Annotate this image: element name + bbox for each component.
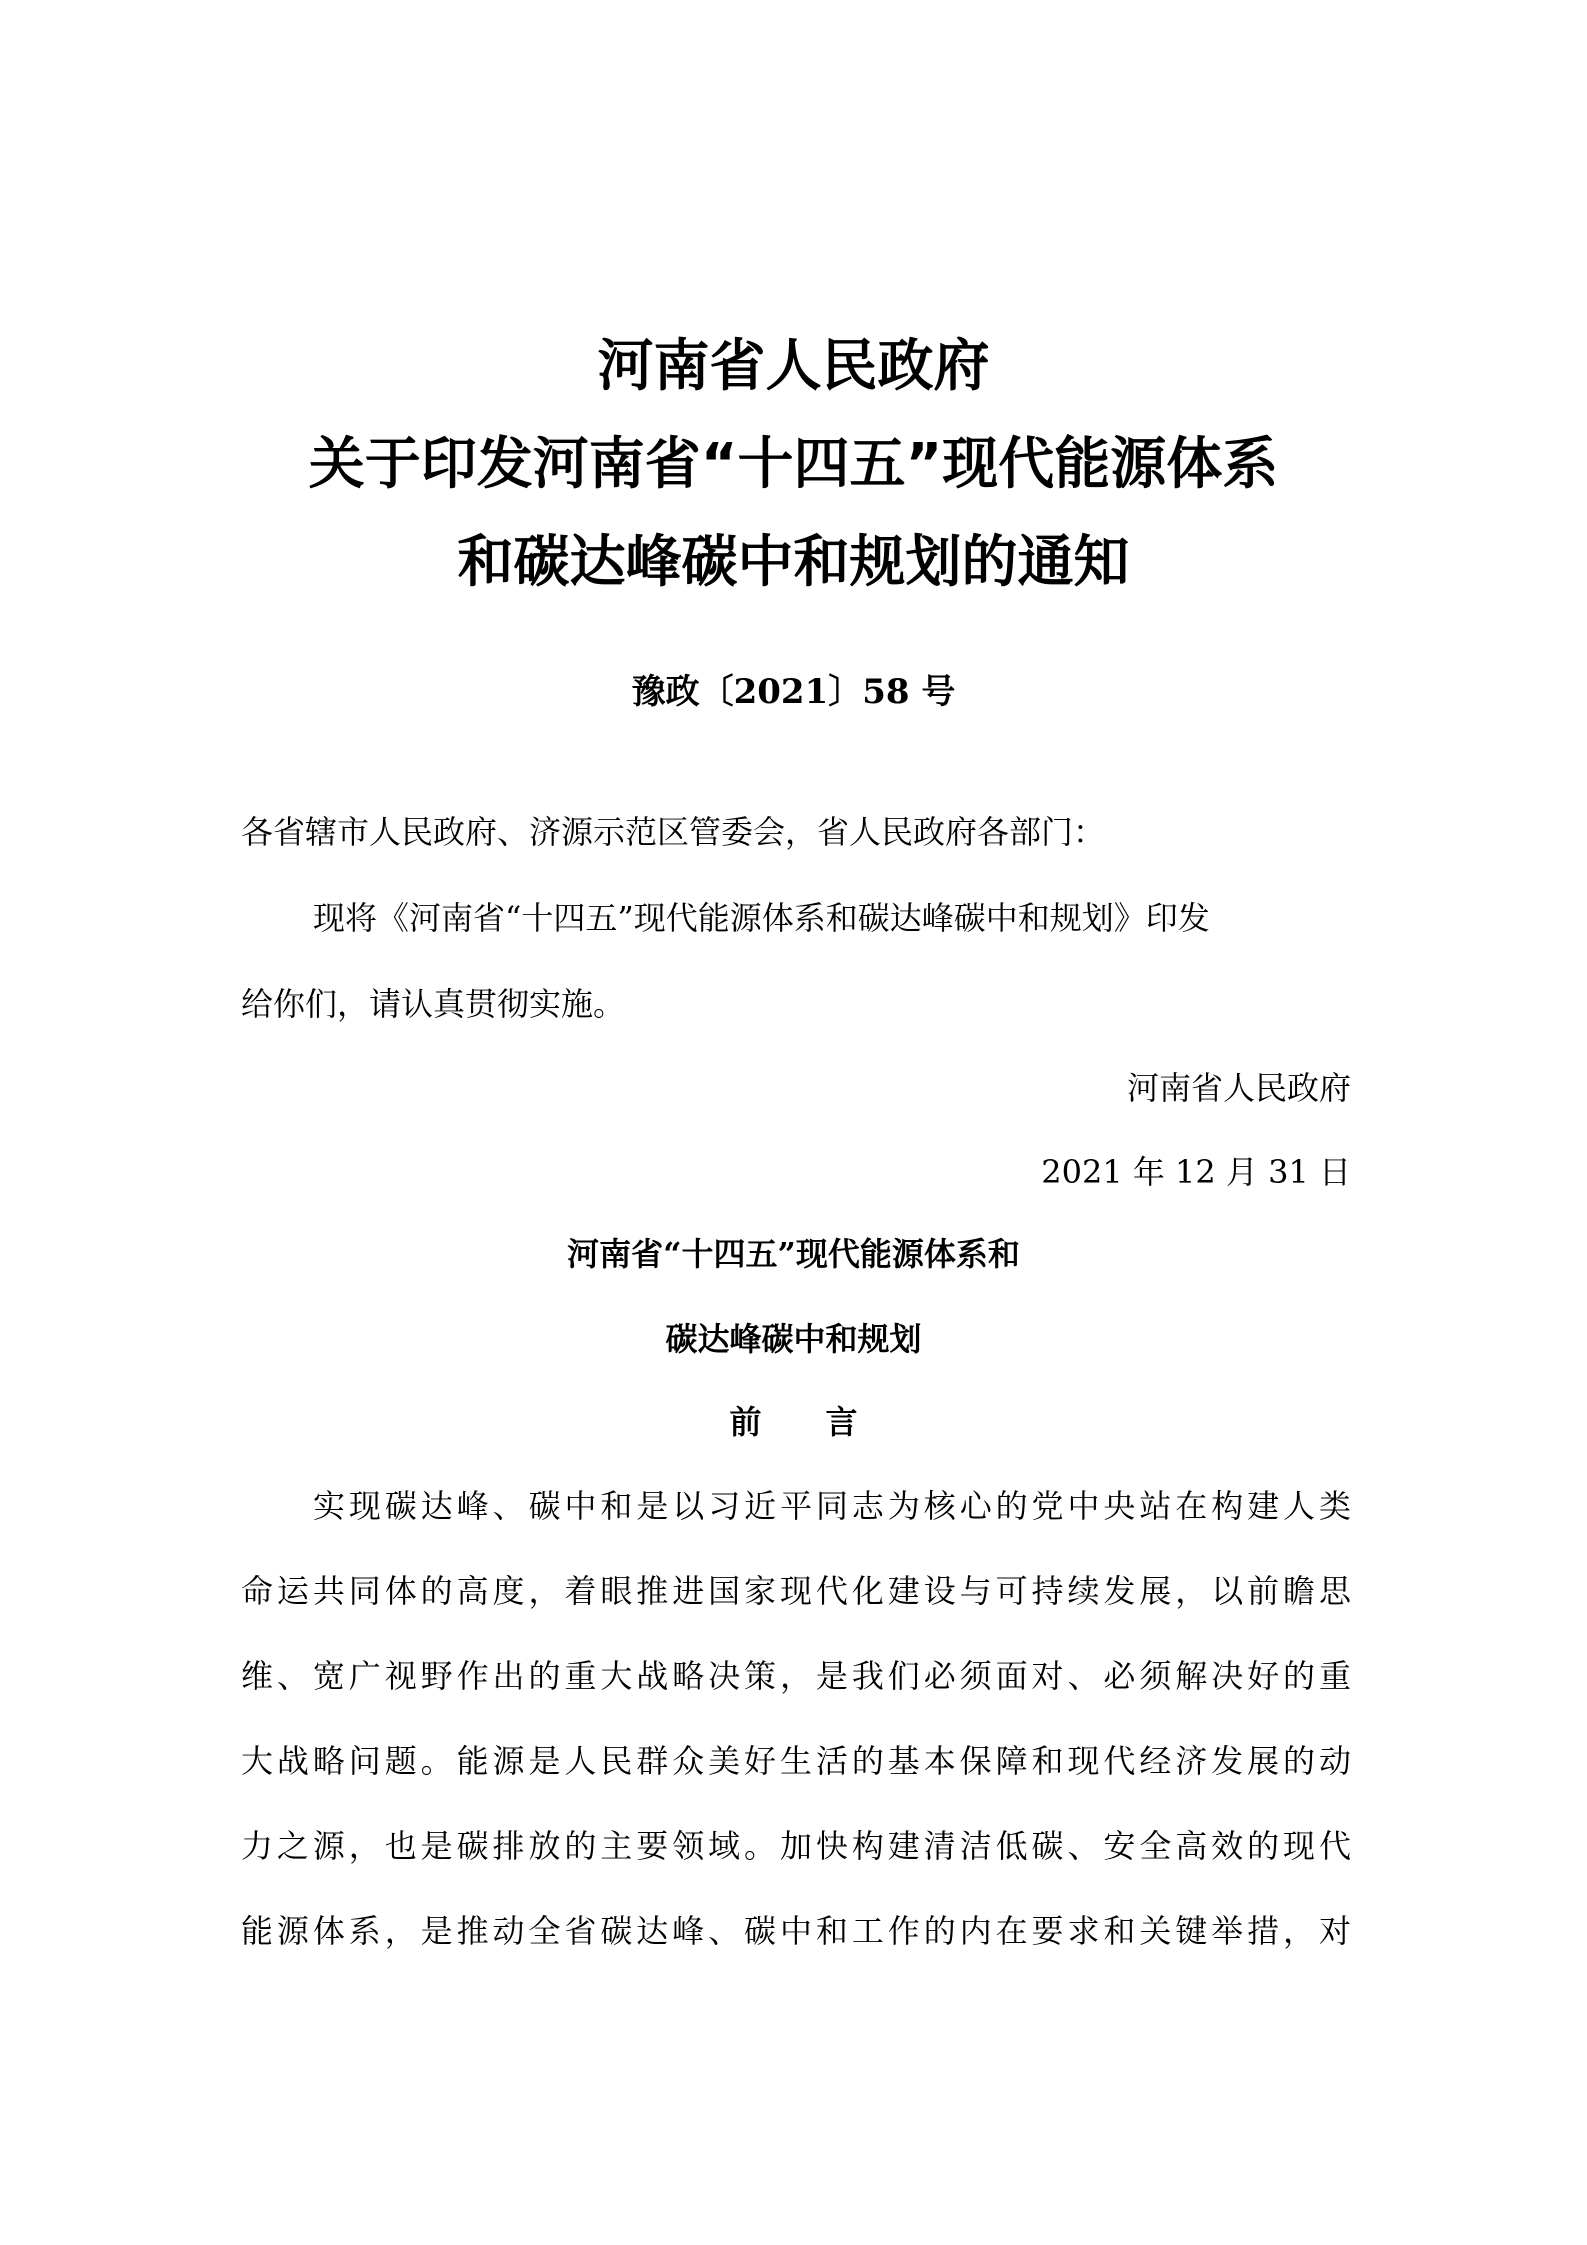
preface-line-3: 维、宽广视野作出的重大战略决策，是我们必须面对、必须解决好的重 — [241, 1657, 1351, 1695]
preface-line-2: 命运共同体的高度，着眼推进国家现代化建设与可持续发展，以前瞻思 — [241, 1572, 1351, 1610]
preface-line-1: 实现碳达峰、碳中和是以习近平同志为核心的党中央站在构建人类 — [313, 1487, 1351, 1525]
signature-date: 2021 年 12 月 31 日 — [1041, 1153, 1351, 1191]
title-line-2: 关于印发河南省“十四五”现代能源体系 — [308, 432, 1279, 497]
body-line-1: 现将《河南省“十四五”现代能源体系和碳达峰碳中和规划》印发 — [313, 899, 1210, 937]
preface-line-5: 力之源，也是碳排放的主要领域。加快构建清洁低碳、安全高效的现代 — [241, 1827, 1351, 1865]
signature-org: 河南省人民政府 — [1126, 1069, 1351, 1107]
preface-line-4: 大战略问题。能源是人民群众美好生活的基本保障和现代经济发展的动 — [241, 1742, 1351, 1780]
plan-title-line-1: 河南省“十四五”现代能源体系和 — [567, 1235, 1020, 1273]
document-number: 豫政〔2021〕58 号 — [631, 672, 956, 712]
plan-title-line-2: 碳达峰碳中和规划 — [665, 1320, 922, 1358]
preface-line-6: 能源体系，是推动全省碳达峰、碳中和工作的内在要求和关键举措，对 — [241, 1912, 1351, 1950]
document-title — [0, 318, 1587, 612]
body-line-2: 给你们，请认真贯彻实施。 — [241, 985, 626, 1023]
title-line-1: 河南省人民政府 — [597, 334, 990, 399]
title-line-3: 和碳达峰碳中和规划的通知 — [457, 530, 1130, 595]
preface-heading: 前 言 — [729, 1403, 858, 1441]
addressee: 各省辖市人民政府、济源示范区管委会，省人民政府各部门： — [241, 813, 1106, 851]
